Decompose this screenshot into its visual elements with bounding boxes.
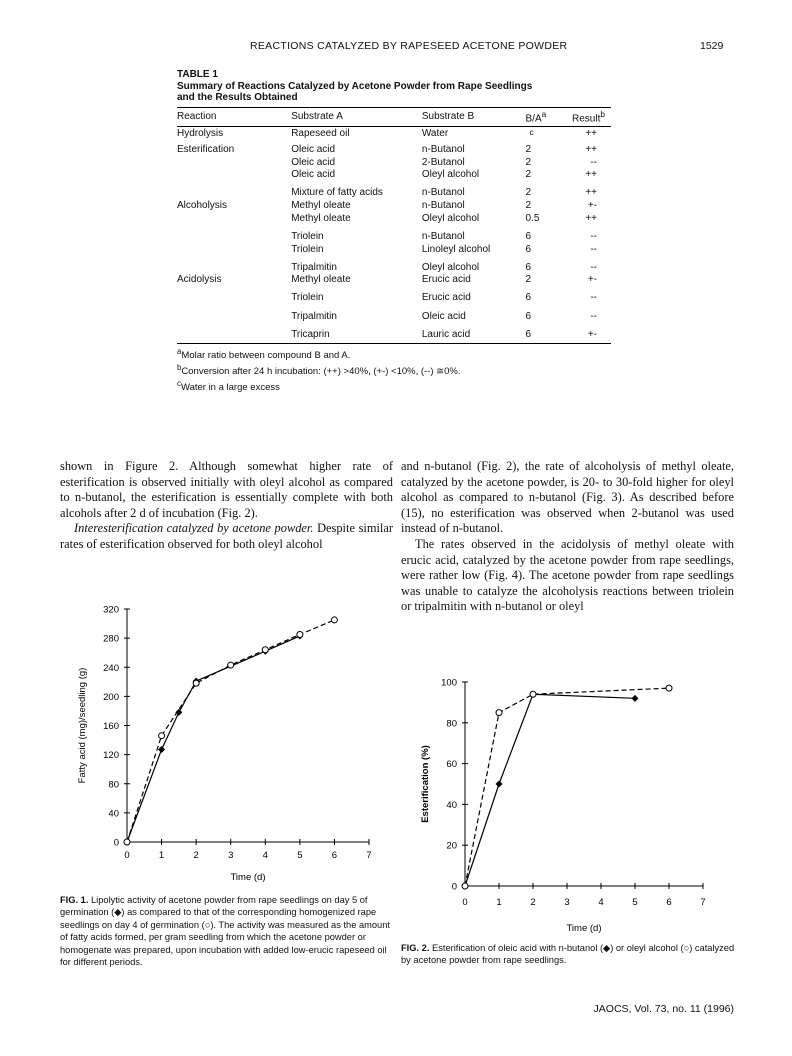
table-cell: Rapeseed oil [291, 127, 350, 139]
table-footnotes [177, 347, 611, 395]
y-tick-label: 280 [103, 633, 119, 645]
data-point-circle [262, 647, 268, 653]
table-row [177, 323, 611, 344]
table-cell: 0.5 [525, 212, 540, 224]
paragraph: Interesterification catalyzed by acetone powder. Despite similar rates of esterification observed for both oleyl alcohol [60, 521, 393, 551]
section-heading: Interesterification catalyzed by acetone powder. [74, 521, 314, 536]
figure-2-caption: FIG. 2. Esterification of oleic acid with n-butanol (◆) or oleyl alcohol (○) catalyzed by acetone powder from rape seedlings. [401, 943, 735, 966]
table-cell: Alcoholysis [177, 200, 228, 212]
y-tick-label: 0 [113, 837, 119, 849]
x-tick-label: 7 [366, 850, 372, 861]
table-cell [177, 212, 291, 225]
figure-1-caption: FIG. 1. Lipolytic activity of acetone powder from rape seedlings on day 5 of germination (◆) as compared to that of the corresponding homogenized rape seedlings on day 4 of germination (○). The activity was measured as the amount of fatty acids formed, per gram seedling from which the acetone powder or homogenate was prepared, upon incubation with added low-erucic rapeseed oil for different periods. [60, 895, 390, 968]
table-cell: Oleic acid [421, 310, 466, 322]
table-cell [177, 169, 291, 182]
table-cell [177, 286, 291, 304]
paragraph: and n-butanol (Fig. 2), the rate of alcoholysis of methyl oleate, catalyzed by the acetone powder, is 20- to 30-fold higher for oleyl alcohol as compared to n-butanol (Fig. 3). As described before (15), no esterification was observed when 2-butanol was used instead of n-butanol. [401, 459, 734, 536]
x-axis-label: Time (d) [566, 923, 602, 934]
data-point-circle [228, 662, 234, 668]
page-number: 1529 [700, 40, 724, 52]
y-tick-label: 240 [103, 662, 119, 674]
table-cell: Triolein [291, 230, 324, 242]
data-point-circle [331, 617, 337, 623]
y-tick-label: 20 [446, 840, 457, 852]
table-cell [177, 256, 291, 274]
body-column-right [401, 459, 734, 615]
x-tick-label: 6 [666, 897, 672, 908]
col-header-substrate-a: Substrate A [291, 107, 422, 127]
table-cell: 6 [525, 261, 532, 273]
table-cell [177, 323, 291, 344]
table-row [177, 225, 611, 243]
table-cell: Methyl oleate [291, 212, 351, 224]
table-row [177, 169, 611, 182]
table-cell: 2 [525, 187, 532, 199]
series-line [127, 636, 300, 842]
y-axis-label: Esterification (%) [420, 745, 431, 823]
y-tick-label: 40 [446, 799, 457, 811]
y-tick-label: 40 [108, 808, 119, 820]
x-tick-label: 2 [530, 897, 536, 908]
figure-1-chart [60, 595, 390, 890]
table-cell: Water [421, 127, 449, 139]
table-cell: -- [590, 310, 597, 322]
table-cell: +- [587, 274, 597, 286]
data-point-circle [496, 710, 502, 716]
paragraph: The rates observed in the acidolysis of methyl oleate with erucic acid, catalyzed by the acetone powder from rape seedlings, were rather low (Fig. 4). The acetone powder from rape seedlings was unable to catalyze the alcoholysis reactions between triolein or tripalmitin with n-butanol or oleyl [401, 536, 734, 614]
figure-2-chart [400, 658, 730, 948]
table-cell: n-Butanol [421, 200, 465, 212]
table-row [177, 286, 611, 304]
col-header-ba: $B/A^a$ [526, 107, 573, 127]
x-tick-label: 3 [228, 850, 234, 861]
series-line [465, 688, 669, 886]
table-cell: 6 [525, 230, 532, 242]
table-cell: 6 [525, 243, 532, 255]
table-title-line2: and the Results Obtained [177, 92, 298, 103]
table-row [177, 256, 611, 274]
table-cell: 2 [525, 156, 532, 168]
table-cell: Esterification [177, 143, 235, 155]
data-point-circle [530, 691, 536, 697]
table-cell: Acidolysis [177, 274, 222, 286]
body-column-left [60, 459, 393, 553]
table-cell: Triolein [291, 292, 324, 304]
table-row [177, 243, 611, 256]
table-cell [177, 305, 291, 323]
data-point-diamond [496, 781, 503, 788]
table-row [177, 212, 611, 225]
journal-footer: JAOCS, Vol. 73, no. 11 (1996) [593, 1003, 734, 1015]
table-cell: Mixture of fatty acids [291, 187, 383, 199]
y-tick-label: 0 [451, 881, 457, 893]
col-header-result: Result$^b$ [572, 107, 611, 127]
table-cell: -- [590, 243, 597, 255]
table-row [177, 181, 611, 199]
running-title: REACTIONS CATALYZED BY RAPESEED ACETONE POWDER [250, 40, 568, 52]
x-tick-label: 3 [564, 897, 570, 908]
y-tick-label: 80 [108, 779, 119, 791]
footnote-b: $^b$Conversion after 24 h incubation: (++) >40%, (+-) <10%, (--) ≅0%. [177, 363, 461, 378]
table-cell: n-Butanol [421, 230, 465, 242]
table-cell: Erucic acid [421, 274, 471, 286]
x-tick-label: 0 [124, 850, 130, 861]
table-cell: ++ [585, 169, 597, 181]
table-1 [177, 69, 611, 395]
y-tick-label: 60 [446, 759, 457, 771]
table-cell: -- [590, 292, 597, 304]
table-cell: Erucic acid [421, 292, 471, 304]
table-cell: n-Butanol [421, 143, 465, 155]
x-tick-label: 7 [700, 897, 706, 908]
col-header-substrate-b: Substrate B [422, 107, 526, 127]
data-point-circle [124, 839, 130, 845]
table-cell: Oleyl alcohol [421, 212, 480, 224]
y-tick-label: 120 [103, 750, 119, 762]
table-title-line1: Summary of Reactions Catalyzed by Acetone Powder from Rape Seedlings [177, 80, 533, 92]
y-axis-label: Fatty acid (mg)/seedling (g) [77, 667, 88, 784]
table-cell: Tripalmitin [291, 310, 337, 322]
table-cell: c [529, 126, 534, 137]
table-cell: 2 [525, 274, 532, 286]
x-tick-label: 5 [297, 850, 303, 861]
table-cell: Oleic acid [291, 156, 336, 168]
x-tick-label: 6 [331, 850, 338, 861]
data-point-circle [297, 631, 303, 637]
table-cell: Oleic acid [291, 143, 336, 155]
y-tick-label: 320 [103, 604, 119, 616]
table-cell: 2-Butanol [421, 156, 465, 168]
table-cell: 6 [526, 323, 573, 344]
table-cell: Triolein [291, 243, 324, 255]
y-tick-label: 100 [441, 677, 457, 689]
x-tick-label: 0 [462, 897, 468, 908]
table-cell [177, 156, 291, 169]
table-cell: -- [590, 230, 597, 242]
table-cell: Lauric acid [422, 323, 526, 344]
table-cell: +- [587, 200, 597, 212]
data-point-circle [666, 685, 672, 691]
table-cell: 6 [525, 292, 532, 304]
table-cell: Oleyl alcohol [421, 261, 480, 273]
table-row [177, 274, 611, 287]
x-tick-label: 1 [496, 897, 502, 908]
table-cell [177, 243, 291, 256]
table-cell: Oleyl alcohol [421, 169, 480, 181]
table-cell: ++ [585, 212, 597, 224]
table-cell: 2 [525, 143, 532, 155]
table-label: TABLE 1 [177, 69, 218, 80]
table-cell [177, 225, 291, 243]
data-point-diamond [632, 695, 639, 702]
table-row [177, 127, 611, 144]
table-cell: n-Butanol [421, 187, 465, 199]
data-table [177, 107, 611, 345]
table-cell: 2 [525, 169, 532, 181]
table-cell: ++ [585, 187, 597, 199]
series-line [127, 620, 334, 842]
table-cell: Methyl oleate [291, 200, 351, 212]
series-line [465, 694, 635, 886]
table-row [177, 143, 611, 156]
paragraph: shown in Figure 2. Although somewhat higher rate of esterification is observed initially with oleyl alcohol as compared to n-butanol, the esterification is essentially complete with both alcohols after 2 d of incubation (Fig. 2). [60, 459, 393, 520]
table-cell: Methyl oleate [291, 274, 351, 286]
table-cell: ++ [585, 143, 597, 155]
table-cell: Hydrolysis [177, 127, 224, 139]
table-cell: -- [590, 261, 597, 273]
table-cell: +- [572, 323, 611, 344]
table-row [177, 305, 611, 323]
data-point-circle [462, 883, 468, 889]
y-tick-label: 200 [103, 691, 119, 703]
table-cell: -- [590, 156, 597, 168]
x-axis-label: Time (d) [230, 872, 266, 883]
data-point-circle [193, 680, 199, 686]
table-cell: Tricaprin [291, 323, 422, 344]
table-cell: ++ [585, 127, 597, 139]
table-header-row [177, 107, 611, 127]
table-cell: 6 [525, 310, 532, 322]
table-row [177, 200, 611, 213]
table-cell: Linoleyl alcohol [421, 243, 491, 255]
table-cell: 2 [525, 200, 532, 212]
table-cell [177, 181, 291, 199]
data-point-diamond [158, 746, 165, 753]
table-row [177, 156, 611, 169]
x-tick-label: 1 [158, 850, 165, 861]
x-tick-label: 5 [632, 897, 638, 908]
table-body [177, 127, 611, 344]
table-cell: Tripalmitin [291, 261, 337, 273]
y-tick-label: 160 [103, 721, 119, 732]
table-cell: Oleic acid [291, 169, 336, 181]
footnote-c: $^c$Water in a large excess [177, 379, 280, 394]
y-tick-label: 80 [446, 718, 457, 730]
x-tick-label: 2 [193, 850, 199, 861]
x-tick-label: 4 [598, 897, 604, 908]
col-header-reaction: Reaction [177, 107, 291, 127]
data-point-circle [159, 733, 165, 739]
footnote-a: $^a$Molar ratio between compound B and A. [177, 347, 351, 362]
x-tick-label: 4 [262, 850, 268, 861]
